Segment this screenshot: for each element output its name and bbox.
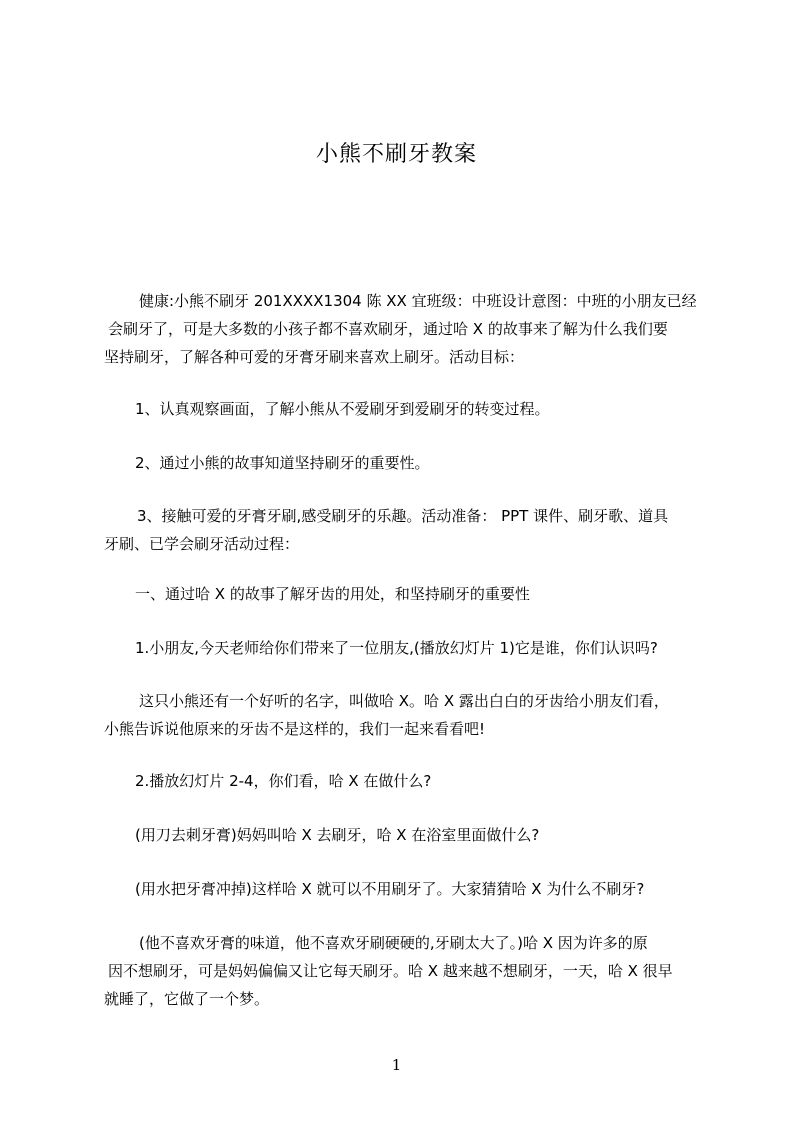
paragraph-toothpaste-knife [104, 821, 724, 849]
paragraph-line: 就睡了，它做了一个梦。 [104, 990, 270, 1008]
page-number: 1 [391, 1056, 402, 1074]
paragraph-reasons [104, 929, 724, 1013]
paragraph-line: 健康:小熊不刷牙 201XXXX1304 陈 XX 宜班级：中班设计意图：中班的小朋友已经 [139, 292, 697, 310]
paragraph-intro [104, 287, 724, 371]
paragraph-line: 会刷牙了，可是大多数的小孩子都不喜欢刷牙，通过哈 X 的故事来了解为什么我们要 [108, 320, 668, 338]
document-title: 小熊不刷牙教案 [315, 142, 477, 167]
paragraph-bear-intro [104, 687, 724, 743]
section-heading-1 [104, 580, 724, 608]
paragraph-line: 因不想刷牙，可是妈妈偏偏又让它每天刷牙。哈 X 越来越不想刷牙，一天，哈 X 很早 [108, 962, 673, 980]
paragraph-line: 一、通过哈 X 的故事了解牙齿的用处，和坚持刷牙的重要性 [135, 585, 530, 603]
paragraph-objective-2 [104, 449, 724, 477]
paragraph-line: (用刀去刺牙膏)妈妈叫哈 X 去刷牙，哈 X 在浴室里面做什么? [135, 826, 540, 844]
paragraph-line: 2.播放幻灯片 2-4，你们看，哈 X 在做什么? [135, 772, 432, 790]
paragraph-objective-1 [104, 395, 724, 423]
paragraph-step-2 [104, 767, 724, 795]
paragraph-line: 3、接触可爱的牙膏牙刷,感受刷牙的乐趣。活动准备： PPT 课件、刷牙歌、道具 [137, 507, 669, 525]
paragraph-line: (他不喜欢牙膏的味道，他不喜欢牙刷硬硬的,牙刷太大了。)哈 X 因为许多的原 [139, 934, 648, 952]
paragraph-line: 1、认真观察画面，了解小熊从不爱刷牙到爱刷牙的转变过程。 [135, 400, 550, 418]
paragraph-line: 坚持刷牙，了解各种可爱的牙膏牙刷来喜欢上刷牙。活动目标： [104, 348, 525, 366]
paragraph-line: 这只小熊还有一个好听的名字，叫做哈 X。哈 X 露出白白的牙齿给小朋友们看， [139, 692, 669, 710]
paragraph-line: (用水把牙膏冲掉)这样哈 X 就可以不用刷牙了。大家猜猜哈 X 为什么不刷牙? [135, 880, 645, 898]
paragraph-line: 牙刷、已学会刷牙活动过程： [104, 535, 300, 553]
paragraph-line: 2、通过小熊的故事知道坚持刷牙的重要性。 [135, 454, 430, 472]
paragraph-objective-3 [104, 502, 724, 558]
paragraph-line: 小熊告诉说他原来的牙齿不是这样的，我们一起来看看吧! [104, 720, 486, 738]
paragraph-line: 1.小朋友,今天老师给你们带来了一位朋友,(播放幻灯片 1)它是谁，你们认识吗? [135, 639, 658, 657]
paragraph-toothpaste-water [104, 875, 724, 903]
paragraph-step-1 [104, 634, 724, 662]
